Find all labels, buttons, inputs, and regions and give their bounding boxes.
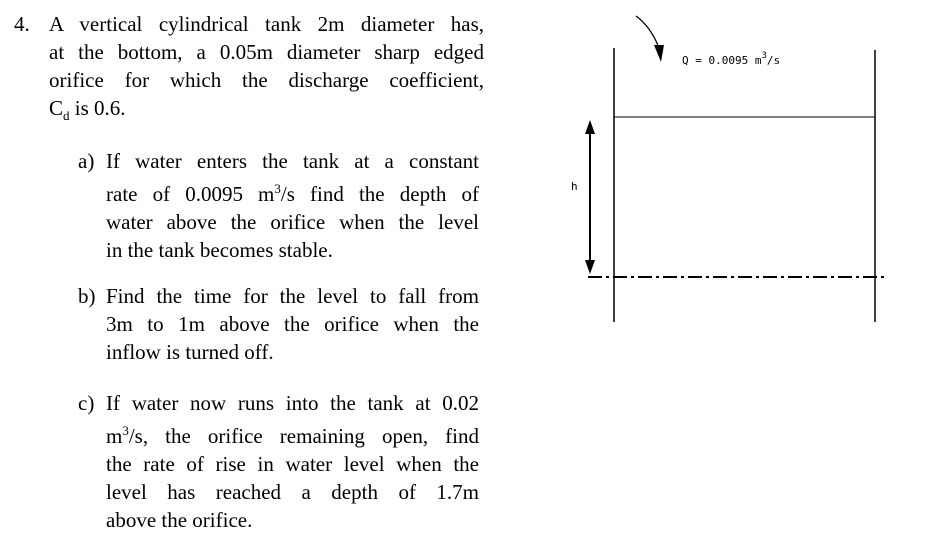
part-line: above the orifice. — [106, 508, 253, 532]
part-line: level has reached a depth of 1.7m — [106, 480, 479, 504]
height-arrow-bottom — [585, 260, 595, 274]
flow-rate-label — [682, 51, 780, 67]
part-c-label: c) — [78, 391, 95, 415]
part-line: 3m to 1m above the orifice when the — [106, 312, 479, 336]
flow-label-text: Q = 0.0095 m — [682, 54, 762, 67]
part-a-label: a) — [78, 149, 95, 173]
subscript-d: d — [63, 108, 70, 124]
part-b-label: b) — [78, 284, 96, 308]
part-text: rate of 0.0095 m — [106, 182, 275, 206]
part-text: m — [106, 424, 123, 448]
superscript-3: 3 — [122, 423, 129, 438]
part-line: If water now runs into the tank at 0.02 — [106, 391, 479, 415]
stem-line: A vertical cylindrical tank 2m diameter has, — [49, 12, 484, 36]
stem-line: orifice for which the discharge coefficient, — [49, 68, 484, 92]
part-line: the rate of rise in water level when the — [106, 452, 479, 476]
stem-line: at the bottom, a 0.05m diameter sharp edged — [49, 40, 484, 64]
part-line: Find the time for the level to fall from — [106, 284, 479, 308]
inflow-arrow-head — [654, 45, 664, 62]
flow-label-superscript: 3 — [761, 51, 767, 61]
part-line: If water enters the tank at a constant — [106, 149, 479, 173]
part-line: water above the orifice when the level — [106, 210, 479, 234]
height-arrow-top — [585, 120, 595, 134]
part-line: inflow is turned off. — [106, 340, 274, 364]
height-label: h — [571, 180, 578, 193]
question-number: 4. — [14, 12, 30, 36]
part-text: /s, the orifice remaining open, find — [128, 424, 479, 448]
stem-text: is 0.6. — [69, 96, 126, 120]
stem-text: C — [49, 96, 64, 120]
superscript-3: 3 — [274, 181, 281, 196]
part-text: /s find the depth of — [280, 182, 480, 206]
inflow-arrow-shaft — [636, 16, 659, 48]
flow-label-unit: /s — [766, 54, 781, 67]
part-line: in the tank becomes stable. — [106, 238, 333, 262]
